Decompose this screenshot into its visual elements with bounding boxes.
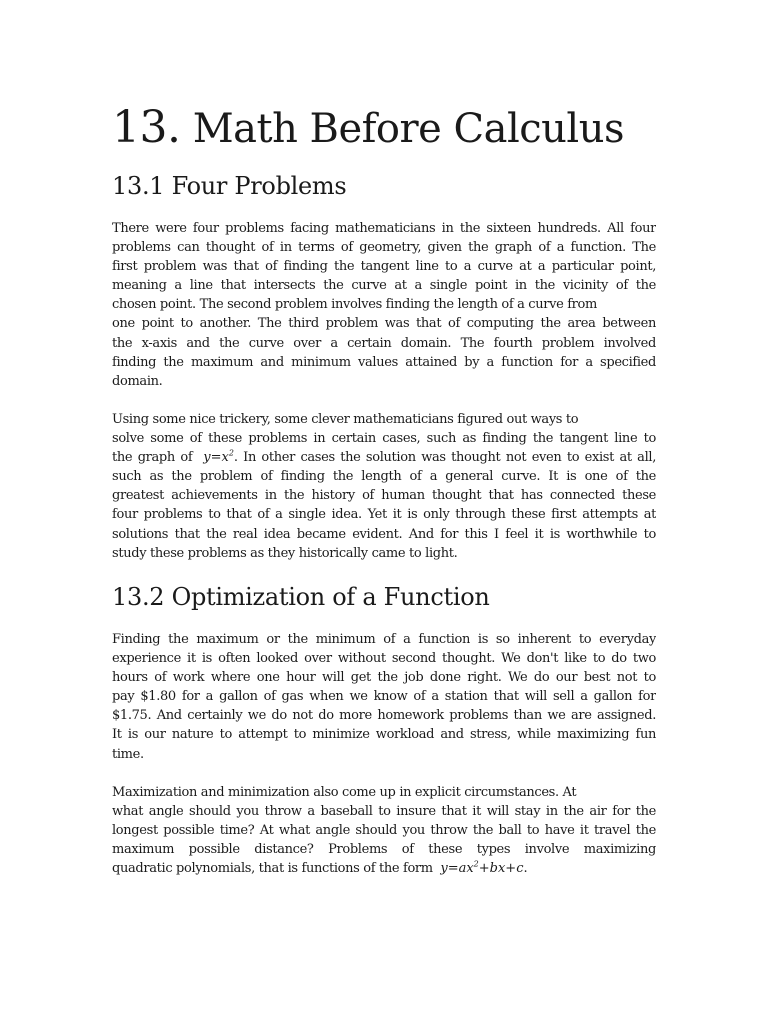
text-line: one point to another. The third problem was that of computing the area between (112, 316, 656, 332)
text-line: time. (112, 746, 144, 762)
text-line-with-math (112, 859, 656, 878)
paragraph (112, 783, 656, 878)
text-line: four problems to that of a single idea. Yet it is only through these first attempts at (112, 507, 656, 523)
text-line: finding the maximum and minimum values attained by a function for a specified (112, 354, 656, 370)
paragraph (112, 410, 656, 563)
math-text: y=ax (440, 861, 474, 877)
text-line: such as the problem of finding the length of a general curve. It is one of the (112, 469, 656, 485)
section-heading-optimization: 13.2 Optimization of a Function (112, 583, 490, 611)
text-line: greatest achievements in the history of human thought that has connected these (112, 488, 656, 504)
text-fragment: . In other cases the solution was thought not even to exist at all, (233, 450, 656, 466)
text-line: chosen point. The second problem involves finding the length of a curve from (112, 297, 597, 313)
text-fragment: quadratic polynomials, that is functions of the form (112, 861, 433, 877)
text-line: Finding the maximum or the minimum of a function is so inherent to everyday (112, 632, 656, 647)
text-line: maximum possible distance? Problems of these types involve maximizing (112, 842, 656, 858)
text-line: problems can thought of in terms of geometry, given the graph of a function. The (112, 240, 656, 256)
text-line: the x-axis and the curve over a certain domain. The fourth problem involved (112, 335, 656, 351)
math-text: y=x (203, 450, 229, 466)
text-line: There were four problems facing mathematicians in the sixteen hundreds. All four (112, 221, 656, 236)
section-heading-four-problems: 13.1 Four Problems (112, 172, 347, 200)
paragraph (112, 219, 656, 391)
text-line: hours of work where one hour will get the job done right. We do our best not to (112, 670, 656, 686)
text-fragment: . (523, 861, 528, 877)
text-line: first problem was that of finding the tangent line to a curve at a particular point, (112, 259, 656, 275)
text-line: longest possible time? At what angle should you throw the ball to have it travel the (112, 823, 656, 839)
text-line: pay $1.80 for a gallon of gas when we know of a station that will sell a gallon for (112, 689, 656, 705)
text-line: experience it is often looked over without second thought. We don't like to do two (112, 651, 656, 667)
text-line: $1.75. And certainly we do not do more homework problems than we are assigned. (112, 708, 656, 724)
chapter-number: 13. (112, 102, 181, 153)
text-line: study these problems as they historically came to light. (112, 545, 458, 561)
paragraph (112, 630, 656, 764)
math-expression (440, 861, 523, 876)
chapter-title-text: Math Before Calculus (192, 106, 625, 152)
text-line: meaning a line that intersects the curve at a single point in the vicinity of the (112, 278, 656, 294)
text-line: Maximization and minimization also come up in explicit circumstances. At (112, 785, 577, 800)
text-line: It is our nature to attempt to minimize workload and stress, while maximizing fun (112, 727, 656, 743)
math-exponent: 2 (228, 448, 234, 458)
text-line: Using some nice trickery, some clever mathematicians figured out ways to (112, 412, 579, 427)
text-line-with-math (112, 448, 656, 467)
text-fragment: the graph of (112, 450, 193, 466)
text-line: domain. (112, 373, 163, 389)
text-line: solve some of these problems in certain cases, such as finding the tangent line to (112, 431, 656, 447)
math-expression (203, 450, 234, 465)
text-line: what angle should you throw a baseball to insure that it will stay in the air for the (112, 804, 656, 820)
math-exponent: 2 (473, 860, 479, 870)
text-line: solutions that the real idea became evident. And for this I feel it is worthwhile to (112, 526, 656, 542)
chapter-title (112, 100, 624, 157)
math-text: +bx+c (478, 861, 524, 877)
